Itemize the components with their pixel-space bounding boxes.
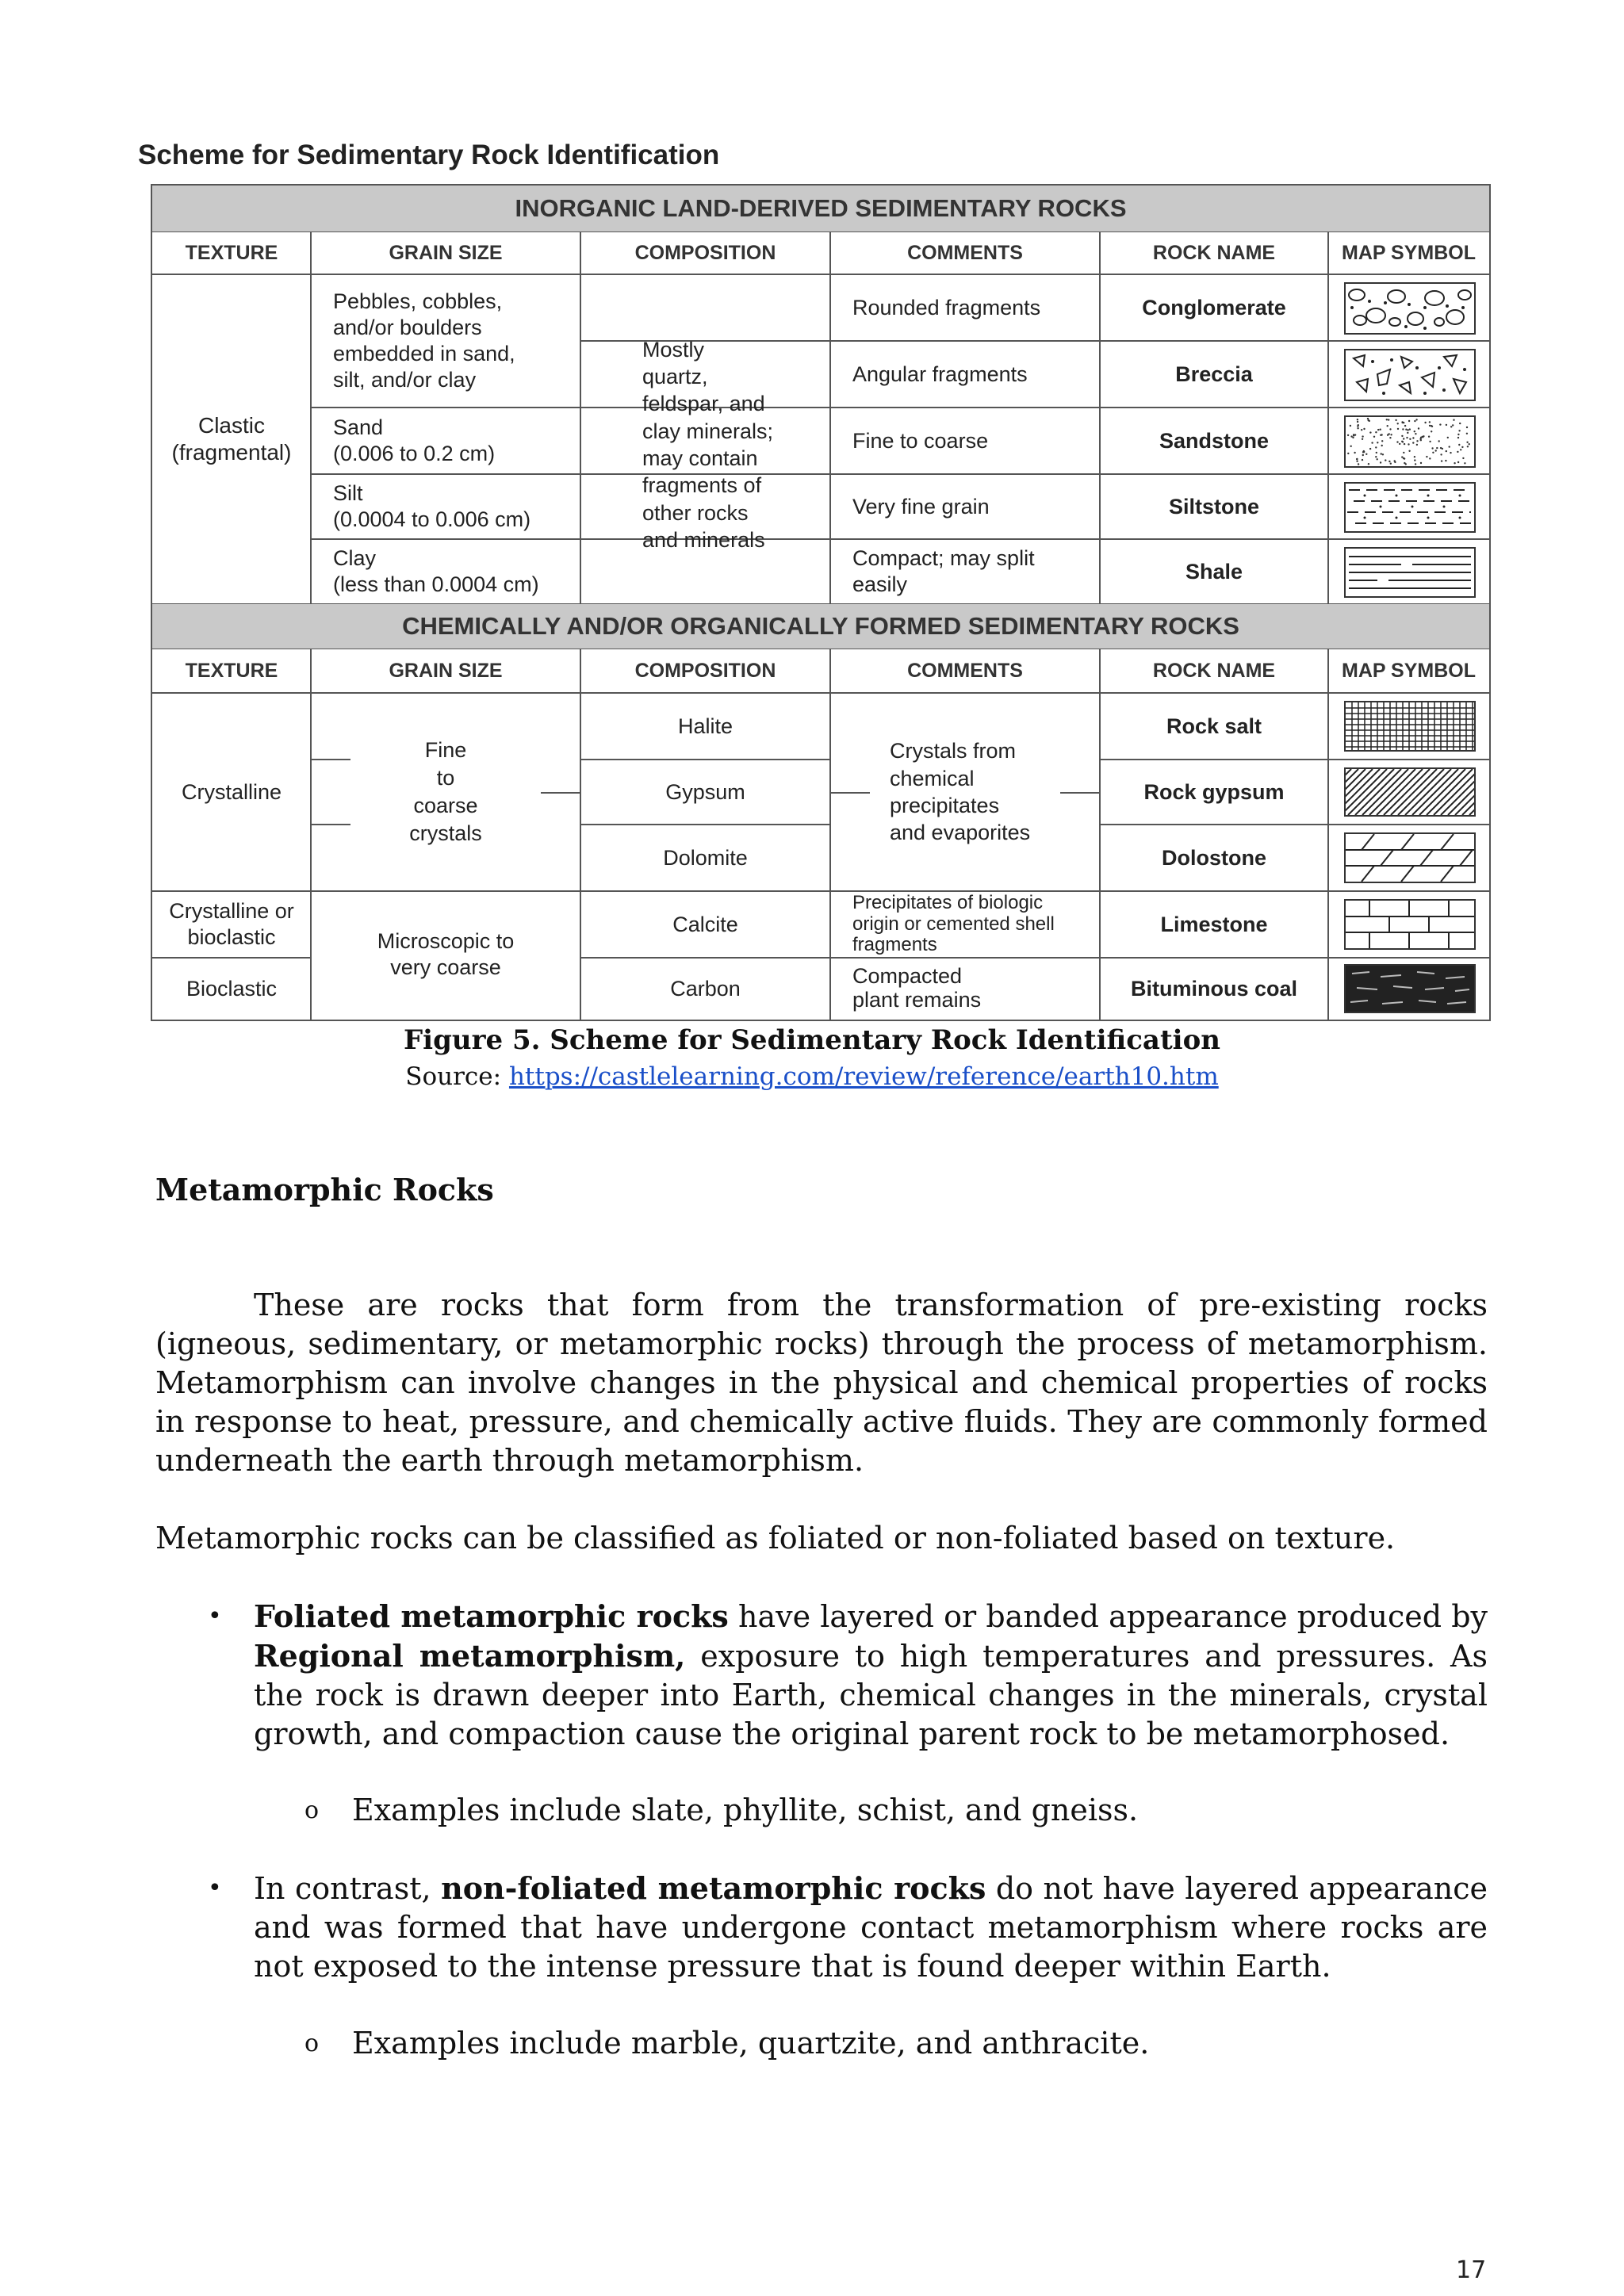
scheme-title: Scheme for Sedimentary Rock Identification	[138, 140, 720, 170]
header-map-symbol: MAP SYMBOL	[1342, 241, 1476, 264]
grain-size-silt: Silt (0.0004 to 0.006 cm)	[333, 481, 531, 531]
texture-crystalline-or-bioclastic: Crystalline or bioclastic	[169, 899, 294, 949]
comment-angular: Angular fragments	[852, 362, 1028, 386]
sandstone-pattern-icon	[1344, 415, 1476, 468]
rock-rock-gypsum: Rock gypsum	[1143, 779, 1285, 804]
comment-rounded: Rounded fragments	[852, 295, 1041, 320]
comment-very-fine: Very fine grain	[852, 494, 990, 519]
figure-caption: Figure 5. Scheme for Sedimentary Rock Identification	[404, 1024, 1220, 1056]
section-heading: Metamorphic Rocks	[155, 1172, 494, 1207]
composition-carbon: Carbon	[670, 976, 741, 1001]
texture-bioclastic: Bioclastic	[186, 976, 278, 1001]
header-rock-name: ROCK NAME	[1152, 241, 1276, 264]
sedimentary-rock-scheme	[151, 184, 1491, 1021]
composition-gypsum: Gypsum	[665, 779, 745, 804]
comment-precipitates-biologic: Precipitates of biologic origin or cemented shell fragments	[852, 892, 1055, 956]
header-grain-size-2: GRAIN SIZE	[389, 659, 503, 682]
header-grain-size: GRAIN SIZE	[389, 241, 503, 264]
rock-shale: Shale	[1185, 559, 1243, 584]
paragraph-intro-text: These are rocks that form from the transformation of pre-existing rocks (igneous, sedimentary, or metamorphic rocks) through the process of metamorphism. Metamorphism can involve changes in the physical and chemical properties of rocks in response to heat, pressure, and chemically active fluids. They are commonly formed underneath the earth through metamorphism.	[155, 1288, 1488, 1478]
chemical-band-title: CHEMICALLY AND/OR ORGANICALLY FORMED SEDIMENTARY ROCKS	[152, 604, 1489, 649]
header-composition: COMPOSITION	[634, 241, 776, 264]
comment-compact: Compact; may split easily	[852, 546, 1035, 596]
bullet-non-foliated	[254, 1869, 1488, 1986]
bullet-marker-1: •	[208, 1602, 222, 1630]
grain-size-microscopic: Microscopic to very coarse	[377, 929, 515, 979]
limestone-pattern-icon	[1344, 899, 1476, 950]
composition-mostly-quartz: Mostly quartz, feldspar, and clay minerals; may contain fragments of other rocks and minerals	[642, 337, 774, 552]
comment-compacted-plant: Compacted plant remains	[852, 964, 982, 1012]
bullet1-text1: have layered or banded appearance produced by	[728, 1599, 1488, 1634]
composition-calcite: Calcite	[672, 912, 738, 936]
rock-sandstone: Sandstone	[1159, 428, 1270, 453]
header-texture-2: TEXTURE	[185, 659, 278, 682]
composition-halite: Halite	[677, 714, 733, 738]
source-link[interactable]: https://castlelearning.com/review/reference/earth10.htm	[508, 1062, 1219, 1091]
grain-size-clay: Clay (less than 0.0004 cm)	[333, 546, 539, 596]
paragraph-intro	[155, 1286, 1488, 1480]
inorganic-band-title: INORGANIC LAND-DERIVED SEDIMENTARY ROCKS	[152, 186, 1489, 232]
texture-clastic: Clastic (fragmental)	[171, 412, 292, 465]
comment-crystals-from-chemical: Crystals from chemical precipitates and evaporites	[890, 739, 1031, 845]
grain-size-fine-to-coarse: Fine to coarse crystals	[409, 737, 482, 846]
rock-limestone: Limestone	[1160, 912, 1268, 936]
header-comments: COMMENTS	[907, 241, 1023, 264]
header-map-symbol-2: MAP SYMBOL	[1342, 659, 1476, 682]
siltstone-pattern-icon	[1344, 482, 1476, 533]
rock-bituminous-coal: Bituminous coal	[1130, 976, 1297, 1001]
bullet2-bold1: non-foliated metamorphic rocks	[441, 1870, 986, 1906]
comment-fine-coarse: Fine to coarse	[852, 428, 989, 453]
sub-marker-2: o	[304, 2030, 320, 2057]
header-composition-2: COMPOSITION	[634, 659, 776, 682]
bullet1-bold1: Foliated metamorphic rocks	[254, 1598, 729, 1634]
rock-dolostone: Dolostone	[1162, 845, 1266, 870]
header-texture: TEXTURE	[185, 241, 278, 264]
grain-size-sand: Sand (0.006 to 0.2 cm)	[333, 415, 496, 465]
example-foliated: Examples include slate, phyllite, schist, and gneiss.	[352, 1793, 1139, 1827]
source-label: Source:	[405, 1062, 509, 1091]
bullet1-bold2: Regional metamorphism,	[254, 1638, 686, 1674]
grain-size-pebbles: Pebbles, cobbles, and/or boulders embedded in sand, silt, and/or clay	[333, 289, 515, 392]
paragraph-classification: Metamorphic rocks can be classified as foliated or non-foliated based on texture.	[155, 1521, 1396, 1556]
bullet2-text2: do not have layered appearance and was formed that have undergone contact metamorphism where rocks are not exposed to the intense pressure that is found deeper within Earth.	[254, 1871, 1488, 1984]
example-non-foliated: Examples include marble, quartzite, and anthracite.	[352, 2026, 1150, 2061]
rock-rock-salt: Rock salt	[1166, 714, 1262, 738]
rock-breccia: Breccia	[1175, 362, 1253, 386]
bullet2-text1: In contrast,	[254, 1871, 442, 1906]
header-comments-2: COMMENTS	[907, 659, 1023, 682]
bullet-marker-2: •	[208, 1874, 222, 1902]
header-rock-name-2: ROCK NAME	[1152, 659, 1276, 682]
shale-pattern-icon	[1344, 547, 1476, 598]
coal-pattern-icon	[1344, 964, 1476, 1013]
rock-siltstone: Siltstone	[1168, 494, 1259, 519]
texture-crystalline: Crystalline	[181, 779, 282, 804]
dolostone-pattern-icon	[1344, 832, 1476, 883]
bullet1-text2: exposure to high temperatures and pressures. As the rock is drawn deeper into Earth, chemical changes in the minerals, crystal growth, and compaction cause the original parent rock to be metamorphosed.	[254, 1639, 1488, 1751]
rock-conglomerate: Conglomerate	[1142, 295, 1286, 320]
rock-gypsum-pattern-icon	[1344, 767, 1476, 817]
sub-marker-1: o	[304, 1797, 320, 1824]
rock-salt-pattern-icon	[1344, 701, 1476, 752]
bullet-foliated	[254, 1597, 1488, 1754]
figure-source	[0, 1062, 1624, 1091]
conglomerate-pattern-icon	[1344, 282, 1476, 335]
page-number: 17	[1456, 2256, 1487, 2284]
composition-dolomite: Dolomite	[663, 845, 748, 870]
breccia-pattern-icon	[1344, 349, 1476, 401]
